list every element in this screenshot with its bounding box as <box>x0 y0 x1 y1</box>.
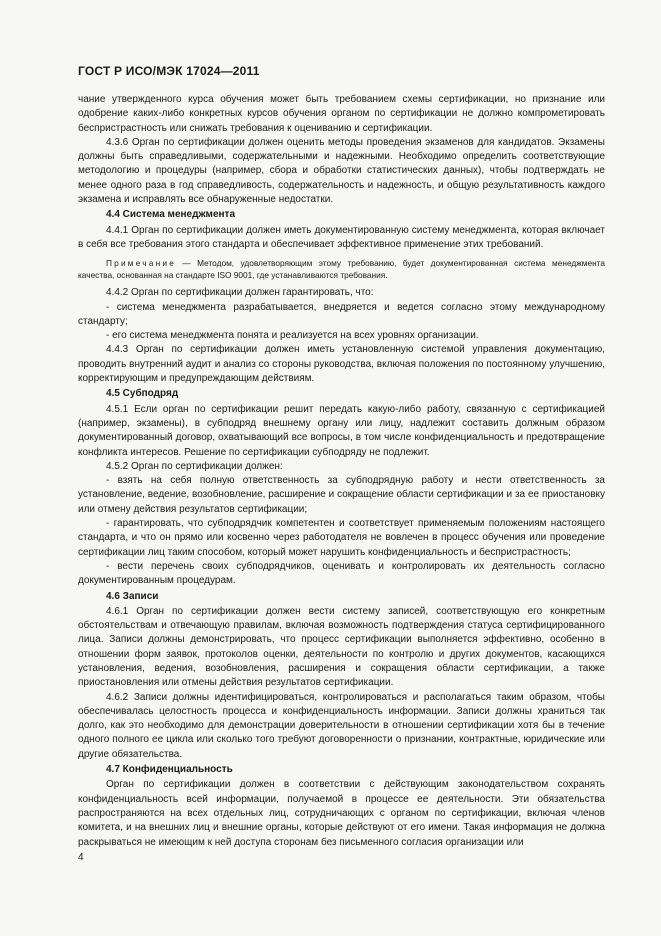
list-item: - система менеджмента разрабатывается, внедряется и ведется согласно этому международному стандарту; <box>78 301 605 327</box>
document-body <box>78 93 605 850</box>
list-item: - гарантировать, что субподрядчик компетентен и соответствует применяемым положениям настоящего стандарта, и что он прямо или косвенно через работодателя не вовлечен в процесс обучения или проведение сертификации лиц таким способом, который может нарушить конфиденциальность и беспристрастность; <box>78 518 605 558</box>
paragraph-4-4-1: 4.4.1 Орган по сертификации должен иметь документированную систему менеджмента, которая включает в себя все требования этого стандарта и обеспечивает эффективное применение этих требований. <box>78 224 605 250</box>
section-heading-4-7: 4.7 Конфиденциальность <box>106 764 233 776</box>
paragraph-4-4-2: 4.4.2 Орган по сертификации должен гарантировать, что: <box>106 287 374 299</box>
list-item: - вести перечень своих субподрядчиков, оценивать и контролировать их деятельность согласно документированным процедурам. <box>78 560 605 587</box>
paragraph-4-7: Орган по сертификации должен в соответствии с действующим законодательством сохранять конфиденциальность всей информации, получаемой в процессе ее деятельности. Эти обязательства распространяются на всех отдельных лиц, сотрудничающих с органом по сертификации, включая членов комитета, и на внешних лиц и внешние органы, которые действуют от его имени. Такая информация не должна раскрываться не имеющим к ней доступа сторонам без письменного согласия организации или <box>78 779 605 848</box>
document-header: ГОСТ Р ИСО/МЭК 17024—2011 <box>78 64 260 78</box>
note <box>78 257 605 281</box>
note-label: Примечание <box>106 258 177 269</box>
paragraph-continuation: чание утвержденного курса обучения может быть требованием схемы сертификации, но признание или одобрение каких-либо конкретных курсов обучения органом по сертификации не должно компрометировать беспристрастность или снижать требования к оцениванию и сертификации. <box>78 94 605 134</box>
paragraph-4-6-1: 4.6.1 Орган по сертификации должен вести систему записей, соответствующую его конкретным обстоятельствам и отвечающую правилам, включая возможность подтверждения статуса сертифицированного лица. Записи должны демонстрировать, что процесс сертификации выполняется эффективно, особенно в отношении форм заявок, протоколов оценки, деятельности по контролю и других документов, касающихся установления, ведения, возобновления, расширения и сокращения области сертификации, а также приостановления или отмены действия результатов сертификации. <box>78 605 605 689</box>
paragraph-4-5-2: 4.5.2 Орган по сертификации должен: <box>106 460 283 472</box>
section-heading-4-4: 4.4 Система менеджмента <box>106 209 235 221</box>
paragraph-4-3-6: 4.3.6 Орган по сертификации должен оценить методы проведения экзаменов для кандидатов. Экзамены должны быть справедливыми, содержательными и надежными. Необходимо определить соответствующие методологию и процедуры (например, сбора и обработки статистических данных), чтобы подтверждать не менее одного раза в год справедливость, содержательность и надежность, и общую результативность каждого экзамена и исправлять все обнаруженные недостатки. <box>78 136 605 206</box>
note-text: — Методом, удовлетворяющим этому требованию, будет документированная система менеджмента качества, основанная на стандарте ISO 9001, где устанавливаются требования. <box>78 258 605 281</box>
section-heading-4-5: 4.5 Субподряд <box>106 388 179 400</box>
paragraph-4-5-1: 4.5.1 Если орган по сертификации решит передать какую-либо работу, связанную с сертификацией (например, экзамены), в субподряд внешнему органу или лицу, надлежит составить должным образом документированный договор, охватывающий все вопросы, в том числе конфиденциальность и предотвращение конфликта интересов. Решение по сертификации субподряду не подлежит. <box>78 403 605 458</box>
paragraph-4-6-2: 4.6.2 Записи должны идентифицироваться, контролироваться и располагаться таким образом, чтобы обеспечивалась целостность процесса и конфиденциальность информации. Записи должны храниться так долго, как это необходимо для демонстрации доверительности в отношении сертификации хотя бы в течение одного полного ее цикла или сколько того требуют договоренности о признании, контрактные, юридические или другие обязательства. <box>78 691 605 760</box>
list-item: - взять на себя полную ответственность за субподрядную работу и нести ответственность за установление, ведение, возобновление, расширение и сокращение области сертификации и за ее приостановку или отмену действия результатов сертификации; <box>78 475 605 515</box>
list-item: - его система менеджмента понята и реализуется на всех уровнях организации. <box>106 330 479 342</box>
page-number: 4 <box>78 852 84 863</box>
paragraph-4-4-3: 4.4.3 Орган по сертификации должен иметь установленную системой управления документацию, проводить внутренний аудит и анализ со стороны руководства, включая положения по постоянному улучшению, корректирующим и предупреждающим действиям. <box>78 344 605 385</box>
section-heading-4-6: 4.6 Записи <box>106 590 159 602</box>
